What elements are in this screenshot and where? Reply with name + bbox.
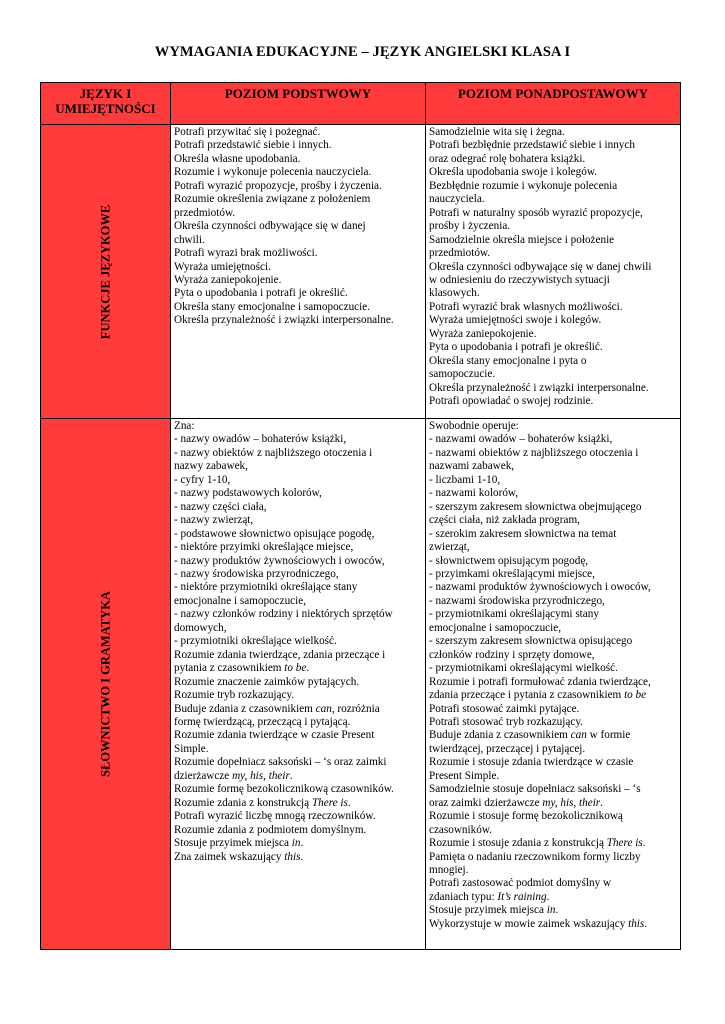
basic-cell [171,125,426,419]
cell-text-line: samopoczucie. [429,368,496,381]
italic-term: There is [311,796,348,809]
cell-text-line: członków rodziny i sprzęty domowe, [429,648,595,661]
cell-text-line: Zna zaimek wskazujący this. [174,850,304,863]
cell-text-line: - nazwami owadów – bohaterów książki, [429,433,613,446]
cell-text-line: Stosuje przyimek miejsca in. [429,904,559,917]
cell-text-line: przedmiotów. [429,247,491,260]
cell-text-line: Buduje zdania z czasownikiem can, rozróżnia [174,702,380,715]
cell-text-line: - nazwy części ciała, [174,500,267,513]
row-label-cell [41,125,171,419]
cell-text-line: Samodzielnie stosuje dopełniacz saksoński – ‘s [429,783,641,796]
row-label: FUNKCJE JĘZYKOWE [98,204,112,339]
cell-text-line: - nazwy środowiska przyrodniczego, [174,567,339,580]
italic-term: to be [624,689,647,702]
cell-text-line: części ciała, niż zakłada program, [429,514,580,527]
cell-text-line: zdaniach typu: It’s raining. [429,890,550,903]
italic-term: can [570,729,587,742]
cell-text-line: Potrafi przedstawić siebie i innych. [174,139,332,152]
cell-text-line: Pyta o upodobania i potrafi je określić. [174,287,348,300]
cell-text-line: Potrafi zastosować podmiot domyślny w [429,877,612,890]
cell-text-line: Rozumie i wykonuje polecenia nauczyciela. [174,166,372,179]
cell-text-line: - przymiotnikami określającymi wielkość. [429,662,618,675]
cell-text-line: - nazwami produktów żywnościowych i owoców, [429,581,651,594]
italic-term: to be [284,662,307,675]
cell-text-line: Rozumie zdania z konstrukcją There is. [174,796,351,809]
cell-text-line: nauczyciela. [429,193,485,206]
cell-text-line: Określa przynależność i związki interpersonalne. [429,381,649,394]
cell-text-line: - podstawowe słownictwo opisujące pogodę, [174,527,375,540]
requirements-table [40,82,681,950]
italic-term: in [291,837,301,850]
cell-text-line: twierdzącej, przeczącej i pytającej. [429,742,586,755]
cell-text-line: pytania z czasownikiem to be. [174,662,310,675]
cell-text-line: Potrafi wyrazić liczbę mnogą rzeczowników. [174,810,376,823]
italic-term: It’s raining [497,890,547,903]
cell-text-line: mnogiej. [429,863,469,876]
cell-text-line: prośby i życzenia. [429,220,511,233]
cell-text-line: Wyraża zaniepokojenie. [429,327,537,340]
header-basic-level: POZIOM PODSTWOWY [171,83,426,125]
cell-text-line: Rozumie zdania twierdzące w czasie Present [174,729,375,742]
cell-text-line: - nazwy obiektów z najbliższego otoczenia i [174,446,373,459]
cell-text-line: Pamięta o nadaniu rzeczownikom formy liczby [429,850,641,863]
cell-text-line: Potrafi wyrazi brak możliwości. [174,247,318,260]
advanced-cell [426,125,681,419]
cell-text-line: - słownictwem opisującym pogodę, [429,554,589,567]
cell-text-line: Określa stany emocjonalne i pyta o [429,354,587,367]
cell-text-line: oraz zaimki dzierżawcze my, his, their. [429,796,603,809]
cell-text-line: nazwy zabawek, [174,460,248,473]
cell-text-line: - nazwy członków rodziny i niektórych sprzętów [174,608,393,621]
italic-term: can [315,702,332,715]
cell-text-line: Pyta o upodobania i potrafi je określić. [429,341,603,354]
cell-text-line: Rozumie określenia związane z położeniem [174,193,371,206]
cell-text-line: Potrafi wyrazić propozycje, prośby i życzenia. [174,179,382,192]
cell-text-line: Potrafi wyrazić brak własnych możliwości. [429,300,623,313]
cell-text-line: Określa upodobania swoje i kolegów. [429,166,597,179]
basic-cell [171,419,426,950]
cell-text-line: Stosuje przyimek miejsca in. [174,837,304,850]
cell-text-line: Wyraża zaniepokojenie. [174,273,282,286]
cell-text-line: - przymiotnikami określającymi stany [429,608,599,621]
cell-text-line: Rozumie i potrafi formułować zdania twierdzące, [429,675,651,688]
advanced-cell [426,419,681,950]
cell-text-line: Samodzielnie wita się i żegna. [429,126,565,138]
cell-text-line: - nazwy owadów – bohaterów książki, [174,433,347,446]
cell-text-line: Potrafi stosować tryb rozkazujący. [429,715,583,728]
cell-text-line: nazwami zabawek, [429,460,515,473]
row-label-cell [41,419,171,950]
cell-text-line: - przymiotniki określające wielkość. [174,635,337,648]
cell-text-line: - niektóre przymiotniki określające stany [174,581,358,594]
cell-text-line: Potrafi przywitać się i pożegnać. [174,126,321,138]
cell-text-line: Wyraża umiejętności. [174,260,271,273]
cell-text-line: Rozumie dopełniacz saksoński – ‘s oraz zaimki [174,756,387,769]
header-line: UMIEJĘTNOŚCI [55,101,156,116]
cell-text-line: zdania przeczące i pytania z czasownikiem to be [429,689,647,702]
header-advanced-level: POZIOM PONADPOSTAWOWY [426,83,681,125]
cell-text-line: klasowych. [429,287,480,300]
cell-text-line: oraz odegrać rolę bohatera książki. [429,152,586,165]
cell-text-line: Potrafi w naturalny sposób wyrazić propozycje, [429,206,643,219]
italic-term: this [628,917,645,930]
cell-text-line: formę twierdzącą, przeczącą i pytającą. [174,715,351,728]
cell-text-line: - liczbami 1-10, [429,473,501,486]
cell-text-line: emocjonalne i samopoczucie, [429,621,562,634]
italic-term: There is [606,837,643,850]
table-row [41,125,681,419]
cell-text-line: Rozumie znaczenie zaimków pytających. [174,675,360,688]
cell-text-line: Rozumie i stosuje zdania z konstrukcją There is. [429,837,646,850]
table-header-row [41,83,681,125]
cell-text-line: - cyfry 1-10, [174,473,231,486]
italic-term: in [546,904,556,917]
cell-text-line: - szerokim zakresem słownictwa na temat [429,527,617,540]
cell-text-line: Present Simple. [429,769,500,782]
cell-text-line: Swobodnie operuje: [429,420,519,432]
cell-text-line: - nazwami środowiska przyrodniczego, [429,594,605,607]
cell-text-line: Potrafi bezbłędnie przedstawić siebie i innych [429,139,635,152]
header-line: JĘZYK I [79,86,132,101]
cell-text-line: Wykorzystuje w mowie zaimek wskazujący this. [429,917,648,930]
cell-text-line: Określa przynależność i związki interpersonalne. [174,314,394,327]
italic-term: my, his, their [232,769,290,782]
cell-text-line: chwili. [174,233,205,246]
row-label: SŁOWNICTWO I GRAMATYKA [98,591,112,777]
cell-text-line: Potrafi stosować zaimki pytające. [429,702,580,715]
cell-text-line: zwierząt, [429,541,470,554]
cell-text-line: - nazwy produktów żywnościowych i owoców, [174,554,385,567]
italic-term: this [284,850,301,863]
cell-text-line: - przyimkami określającymi miejsce, [429,567,595,580]
cell-text-line: Rozumie zdania z podmiotem domyślnym. [174,823,367,836]
cell-text-line: Wyraża umiejętności swoje i kolegów. [429,314,602,327]
cell-text-line: czasowników. [429,823,492,836]
cell-text-line: Bezbłędnie rozumie i wykonuje polecenia [429,179,618,192]
cell-text-line: Określa stany emocjonalne i samopoczucie. [174,300,371,313]
italic-term: my, his, their [542,796,601,809]
cell-text-line: - nazwy podstawowych kolorów, [174,487,322,500]
cell-text-line: - szerszym zakresem słownictwa opisującego [429,635,633,648]
cell-text-line: - szerszym zakresem słownictwa obejmującego [429,500,642,513]
cell-text-line: emocjonalne i samopoczucie, [174,594,307,607]
cell-text-line: Potrafi opowiadać o swojej rodzinie. [429,395,594,408]
table-row [41,419,681,950]
cell-text-line: Buduje zdania z czasownikiem can w formie [429,729,631,742]
cell-text-line: Simple. [174,742,209,755]
cell-text-line: Rozumie formę bezokolicznikową czasowników. [174,783,394,796]
cell-text-line: w odniesieniu do rzeczywistych sytuacji [429,273,610,286]
cell-text-line: Określa własne upodobania. [174,152,301,165]
cell-text-line: przedmiotów. [174,206,236,219]
document-title: WYMAGANIA EDUKACYJNE – JĘZYK ANGIELSKI KLASA I [154,44,571,60]
cell-text-line: Określa czynności odbywające się w danej chwili [429,260,652,273]
cell-text-line: Określa czynności odbywające się w danej [174,220,366,233]
cell-text-line: domowych, [174,621,227,634]
cell-text-line: Rozumie i stosuje zdania twierdzące w czasie [429,756,634,769]
header-language-skills [41,83,171,125]
cell-text-line: - niektóre przyimki określające miejsce, [174,541,354,554]
cell-text-line: Zna: [174,420,195,432]
cell-text-line: Rozumie zdania twierdzące, zdania przeczące i [174,648,386,661]
cell-text-line: - nazwami obiektów z najbliższego otoczenia i [429,446,639,459]
cell-text-line: Rozumie i stosuje formę bezokolicznikową [429,810,623,823]
cell-text-line: - nazwy zwierząt, [174,514,254,527]
cell-text-line: dzierżawcze my, his, their. [174,769,293,782]
cell-text-line: - nazwami kolorów, [429,487,519,500]
cell-text-line: Rozumie tryb rozkazujący. [174,689,295,702]
cell-text-line: Samodzielnie określa miejsce i położenie [429,233,615,246]
